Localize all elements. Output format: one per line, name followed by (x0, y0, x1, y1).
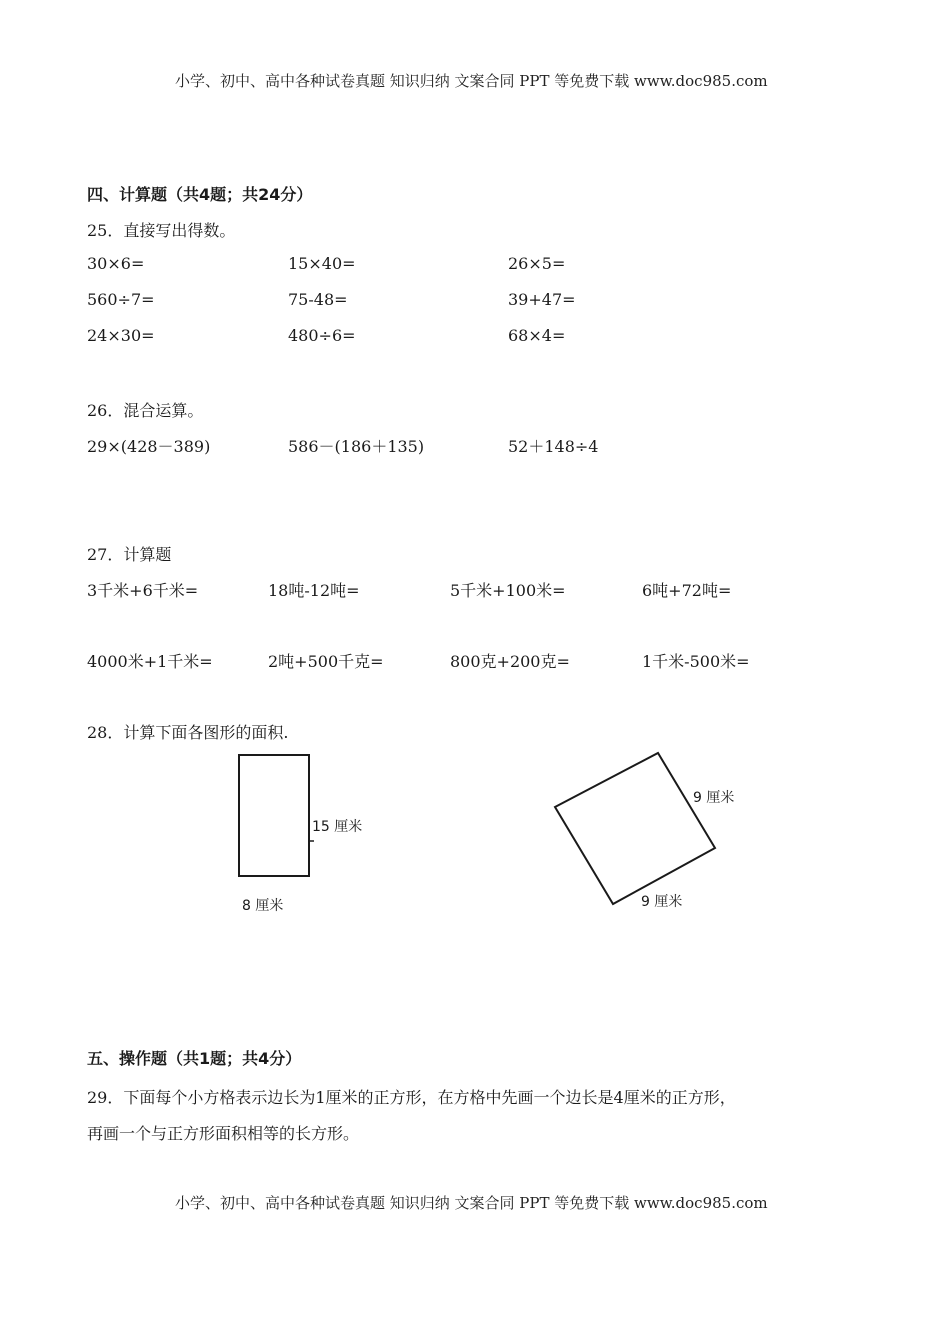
math-problem: 800克+200克= (450, 652, 570, 671)
math-problem: 39+47= (508, 290, 576, 309)
section-title: 五、操作题（共1题；共4分） (87, 1049, 302, 1068)
math-problem: 480÷6= (288, 326, 356, 345)
page-header: 小学、初中、高中各种试卷真题 知识归纳 文案合同 PPT 等免费下载 www.doc985.com (175, 72, 768, 90)
math-problem: 29×(428－389) (87, 437, 211, 456)
page-footer: 小学、初中、高中各种试卷真题 知识归纳 文案合同 PPT 等免费下载 www.doc985.com (175, 1194, 768, 1212)
section-title: 四、计算题（共4题；共24分） (87, 185, 313, 204)
math-problem: 586－(186＋135) (288, 437, 425, 456)
rectangle-width-label: 8 厘米 (242, 898, 284, 914)
math-problem: 4000米+1千米= (87, 652, 213, 671)
math-problem: 6吨+72吨= (642, 581, 732, 600)
math-problem: 1千米-500米= (642, 652, 750, 671)
math-problem: 24×30= (87, 326, 155, 345)
question-text-line: 再画一个与正方形面积相等的长方形。 (87, 1124, 360, 1143)
square-figure (545, 742, 755, 922)
question-text-line: 29．下面每个小方格表示边长为1厘米的正方形，在方格中先画一个边长是4厘米的正方形， (87, 1088, 736, 1107)
math-problem: 26×5= (508, 254, 566, 273)
math-problem: 18吨-12吨= (268, 581, 360, 600)
math-problem: 2吨+500千克= (268, 652, 384, 671)
square-shape (555, 753, 715, 904)
question-prompt: 26．混合运算。 (87, 401, 204, 420)
square-side-label-right: 9 厘米 (693, 790, 735, 806)
rectangle-figure (220, 745, 380, 925)
math-problem: 68×4= (508, 326, 566, 345)
math-problem: 30×6= (87, 254, 145, 273)
square-side-label-bottom: 9 厘米 (641, 894, 683, 910)
question-prompt: 27．计算题 (87, 545, 172, 564)
math-problem: 560÷7= (87, 290, 155, 309)
math-problem: 5千米+100米= (450, 581, 566, 600)
question-prompt: 25．直接写出得数。 (87, 221, 236, 240)
question-prompt: 28．计算下面各图形的面积. (87, 723, 289, 742)
rectangle-shape (239, 755, 309, 876)
math-problem: 75-48= (288, 290, 348, 309)
rectangle-height-label: 15 厘米 (312, 819, 363, 835)
math-problem: 52＋148÷4 (508, 437, 599, 456)
math-problem: 3千米+6千米= (87, 581, 199, 600)
math-problem: 15×40= (288, 254, 356, 273)
